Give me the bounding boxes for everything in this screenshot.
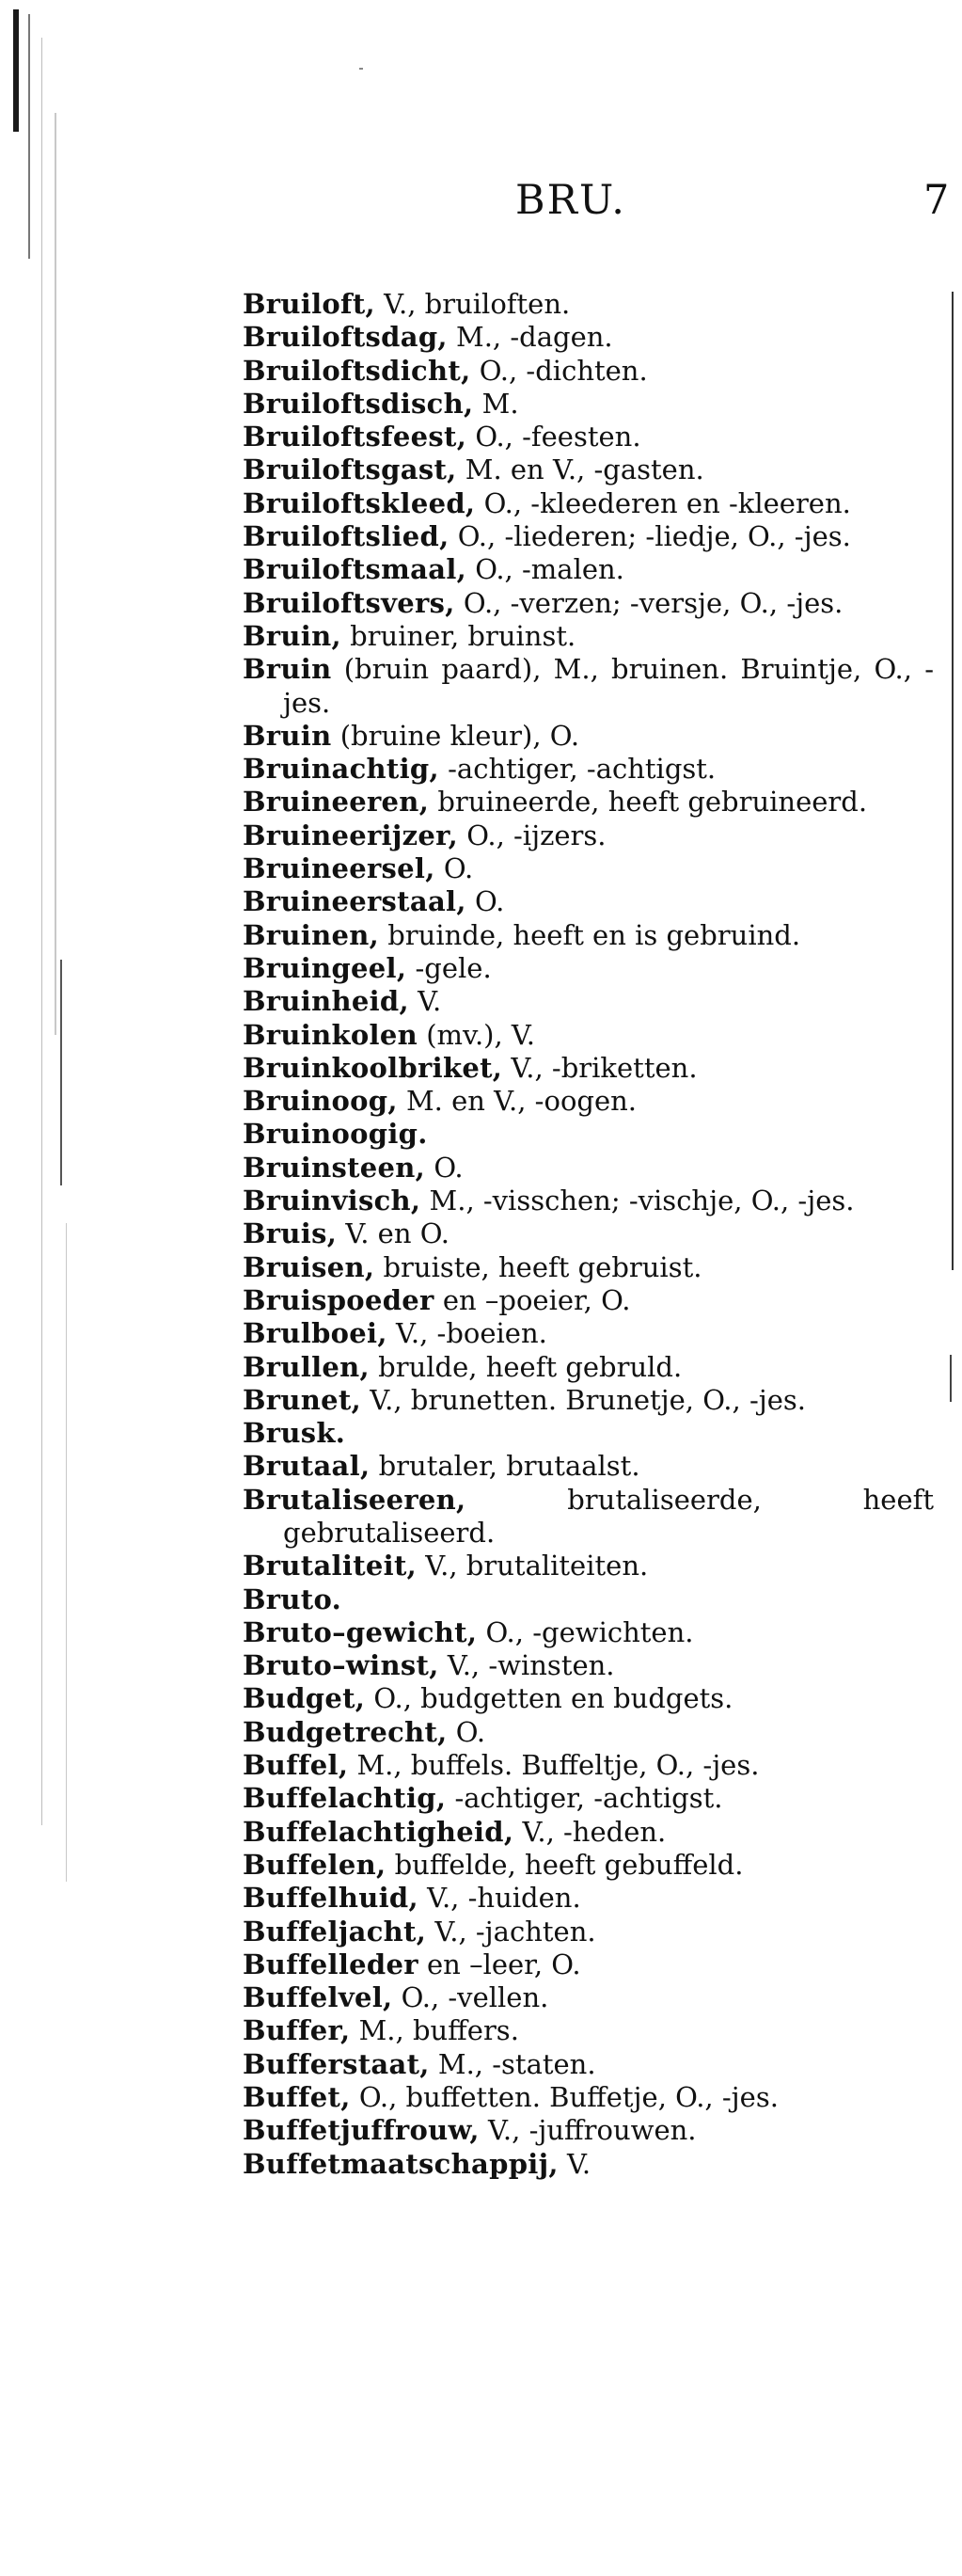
entry-definition: V. en O.: [345, 1217, 450, 1250]
entry-definition: M., -staten.: [437, 2047, 596, 2080]
dictionary-entry: [243, 1682, 934, 1715]
margin-rule: [950, 1355, 952, 1402]
entry-definition: O., -malen.: [475, 553, 624, 586]
dictionary-entry: [243, 1749, 934, 1782]
entry-definition: brutaler, brutaalst.: [378, 1450, 640, 1483]
dictionary-entry: [243, 1450, 934, 1483]
entry-definition: O., -gewichten.: [485, 1615, 694, 1648]
dictionary-entry: [243, 355, 934, 388]
dictionary-entry: [243, 985, 934, 1018]
entry-headword: Bruinkoolbriket,: [243, 1051, 503, 1084]
dictionary-entry: [243, 1981, 934, 2014]
entry-definition: O., -ijzers.: [466, 819, 607, 851]
entry-headword: Bruinsteen,: [243, 1151, 426, 1184]
entry-definition: bruiner, bruinst.: [350, 619, 576, 652]
dictionary-entry: [243, 1948, 934, 1981]
dictionary-entry: [243, 1849, 934, 1882]
dictionary-entry: [243, 1550, 934, 1582]
entry-definition: bruineerde, heeft gebruineerd.: [437, 786, 868, 819]
entry-definition: V.: [418, 985, 442, 1018]
entry-headword: Bruiloftskleed,: [243, 486, 476, 519]
dictionary-entry: [243, 1417, 934, 1450]
entry-headword: Brulboei,: [243, 1317, 387, 1350]
dictionary-entry: [243, 1019, 934, 1052]
dictionary-entry: [243, 321, 934, 354]
binding-mark: [66, 1223, 67, 1882]
entry-definition: M.: [481, 387, 519, 420]
margin-rule: [952, 292, 954, 1270]
dictionary-entry: [243, 1251, 934, 1284]
dictionary-entry: [243, 720, 934, 753]
dictionary-entry: [243, 1616, 934, 1649]
entry-definition: V., brutaliteiten.: [425, 1550, 649, 1582]
dictionary-entry: [243, 1317, 934, 1350]
dictionary-entry: [243, 1716, 934, 1749]
dictionary-entry: [243, 1816, 934, 1849]
binding-mark: [13, 9, 19, 132]
dictionary-entry: [243, 1152, 934, 1185]
entry-headword: Bruineerstaal,: [243, 885, 466, 918]
dictionary-entries: [243, 288, 934, 2181]
entry-definition: (mv.), V.: [426, 1018, 536, 1051]
dictionary-entry: [243, 1882, 934, 1915]
entry-headword: Bufferstaat,: [243, 2047, 430, 2080]
entry-headword: Bruto–gewicht,: [243, 1615, 478, 1648]
scan-speck: [359, 68, 363, 70]
entry-headword: Bruinen,: [243, 918, 380, 951]
entry-headword: Bruiloftsgast,: [243, 453, 457, 486]
entry-headword: Buffet,: [243, 2081, 351, 2114]
entry-headword: Bruin,: [243, 619, 341, 652]
page-header: [0, 177, 962, 224]
entry-definition: en –poeier, O.: [442, 1283, 631, 1316]
entry-definition: O., -feesten.: [475, 421, 641, 453]
dictionary-entry: [243, 421, 934, 453]
entry-definition: V., -heden.: [522, 1815, 667, 1848]
entry-headword: Buffel,: [243, 1749, 349, 1782]
dictionary-entry: [243, 520, 934, 553]
entry-headword: Bruiloftsdag,: [243, 321, 448, 354]
entry-definition: (bruin paard), M., bruinen. Bruintje, O., -jes.: [283, 653, 935, 719]
entry-definition: O., -verzen; -versje, O., -jes.: [463, 586, 844, 619]
dictionary-entry: [243, 753, 934, 786]
entry-headword: Bruiloftsmaal,: [243, 553, 467, 586]
dictionary-entry: [243, 1052, 934, 1085]
entry-definition: O., buffetten. Buffetje, O., -jes.: [358, 2081, 779, 2114]
dictionary-entry: [243, 819, 934, 852]
entry-definition: bruiste, heeft gebruist.: [383, 1250, 702, 1283]
entry-definition: buffelde, heeft gebuffeld.: [394, 1848, 744, 1881]
entry-headword: Buffer,: [243, 2014, 351, 2047]
entry-definition: brulde, heeft gebruld.: [378, 1350, 683, 1383]
entry-headword: Buffelhuid,: [243, 1882, 418, 1915]
entry-headword: Buffelen,: [243, 1848, 386, 1881]
dictionary-entry: [243, 1916, 934, 1948]
entry-definition: V., -juffrouwen.: [488, 2114, 697, 2147]
entry-headword: Brutaliteit,: [243, 1550, 418, 1582]
entry-headword: Buffelachtigheid,: [243, 1815, 514, 1848]
entry-headword: Brunet,: [243, 1383, 362, 1416]
entry-definition: en –leer, O.: [427, 1948, 581, 1980]
entry-headword: Bruiloftsfeest,: [243, 421, 467, 453]
entry-definition: V., bruiloften.: [384, 288, 571, 320]
entry-definition: O., -kleederen en -kleeren.: [483, 486, 851, 519]
entry-definition: M. en V., -oogen.: [405, 1085, 638, 1118]
dictionary-entry: [243, 1384, 934, 1417]
entry-headword: Bruin: [243, 653, 332, 686]
dictionary-entry: [243, 1185, 934, 1217]
entry-headword: Bruinkolen: [243, 1018, 418, 1051]
dictionary-entry: [243, 852, 934, 885]
entry-definition: -achtiger, -achtigst.: [454, 1782, 723, 1815]
entry-headword: Buffetmaatschappij,: [243, 2147, 559, 2180]
entry-headword: Brutaliseeren,: [243, 1483, 466, 1516]
dictionary-entry: [243, 1085, 934, 1118]
entry-headword: Bruinoog,: [243, 1085, 398, 1118]
entry-headword: Bruiloftsdisch,: [243, 387, 474, 420]
entry-definition: -gele.: [415, 951, 492, 984]
entry-headword: Bruto.: [243, 1582, 341, 1615]
entry-headword: Buffelachtig,: [243, 1782, 447, 1815]
entry-headword: Bruis,: [243, 1217, 338, 1250]
entry-headword: Buffeljacht,: [243, 1915, 427, 1948]
dictionary-entry: [243, 885, 934, 918]
entry-headword: Buffelvel,: [243, 1981, 393, 2014]
entry-definition: O., budgetten en budgets.: [373, 1682, 733, 1715]
dictionary-entry: [243, 952, 934, 985]
entry-definition: brutaliseerde, heeft gebrutaliseerd.: [283, 1483, 934, 1549]
entry-headword: Bruispoeder: [243, 1283, 434, 1316]
entry-headword: Budgetrecht,: [243, 1715, 448, 1748]
dictionary-entry: [243, 620, 934, 653]
entry-headword: Bruisen,: [243, 1250, 375, 1283]
entry-definition: O., -liederen; -liedje, O., -jes.: [457, 520, 851, 553]
dictionary-entry: [243, 653, 934, 720]
dictionary-entry: [243, 1284, 934, 1317]
entry-definition: M., buffels. Buffeltje, O., -jes.: [356, 1749, 760, 1782]
entry-headword: Bruinachtig,: [243, 753, 439, 786]
dictionary-entry: [243, 1649, 934, 1682]
entry-headword: Bruinvisch,: [243, 1185, 421, 1217]
scan-gutter: [0, 0, 132, 2576]
entry-headword: Bruiloftsvers,: [243, 586, 455, 619]
entry-headword: Bruineersel,: [243, 852, 435, 885]
entry-definition: O.: [455, 1715, 486, 1748]
entry-definition: V., -jachten.: [434, 1915, 596, 1948]
binding-mark: [60, 960, 62, 1185]
entry-headword: Bruiloft,: [243, 288, 375, 320]
entry-definition: V., -boeien.: [396, 1317, 547, 1350]
entry-definition: bruinde, heeft en is gebruind.: [387, 918, 801, 951]
entry-headword: Buffetjuffrouw,: [243, 2114, 480, 2147]
entry-headword: Bruineeren,: [243, 786, 430, 819]
entry-definition: O., -vellen.: [401, 1981, 549, 2014]
dictionary-entry: [243, 388, 934, 421]
entry-headword: Budget,: [243, 1682, 366, 1715]
entry-definition: V.: [567, 2147, 591, 2180]
dictionary-entry: [243, 553, 934, 586]
entry-definition: O.: [475, 885, 505, 918]
entry-headword: Bruiloftsdicht,: [243, 354, 471, 387]
entry-definition: M., -dagen.: [456, 321, 613, 354]
dictionary-entry: [243, 2081, 934, 2114]
page-number: 7: [923, 177, 950, 224]
dictionary-entry: [243, 919, 934, 952]
dictionary-entry: [243, 1782, 934, 1815]
entry-definition: V., brunetten. Brunetje, O., -jes.: [370, 1383, 807, 1416]
entry-headword: Brutaal,: [243, 1450, 371, 1483]
dictionary-entry: [243, 1583, 934, 1616]
entry-definition: M. en V., -gasten.: [465, 453, 704, 486]
dictionary-entry: [243, 487, 934, 520]
dictionary-entry: [243, 1217, 934, 1250]
entry-headword: Bruineerijzer,: [243, 819, 459, 851]
dictionary-entry: [243, 786, 934, 819]
binding-mark: [41, 38, 42, 1825]
entry-headword: Buffelleder: [243, 1948, 418, 1980]
entry-definition: V., -winsten.: [447, 1649, 615, 1682]
entry-headword: Bruingeel,: [243, 951, 407, 984]
dictionary-entry: [243, 1118, 934, 1151]
dictionary-entry: [243, 2148, 934, 2181]
entry-definition: V., -huiden.: [427, 1882, 581, 1915]
entry-headword: Bruin: [243, 719, 332, 752]
dictionary-entry: [243, 2048, 934, 2081]
entry-definition: O.: [434, 1151, 464, 1184]
dictionary-entry: [243, 587, 934, 620]
dictionary-entry: [243, 288, 934, 321]
entry-headword: Brusk.: [243, 1417, 346, 1450]
entry-definition: V., -briketten.: [511, 1051, 698, 1084]
entry-definition: O., -dichten.: [479, 354, 648, 387]
dictionary-entry: [243, 1351, 934, 1384]
entry-headword: Bruinoogig.: [243, 1118, 428, 1151]
entry-definition: M., buffers.: [358, 2014, 519, 2047]
dictionary-entry: [243, 2114, 934, 2147]
entry-headword: Bruto–winst,: [243, 1649, 439, 1682]
running-head: BRU.: [515, 177, 626, 224]
entry-headword: Brullen,: [243, 1350, 370, 1383]
dictionary-entry: [243, 1484, 934, 1550]
entry-definition: (bruine kleur), O.: [339, 719, 580, 752]
dictionary-entry: [243, 453, 934, 486]
dictionary-entry: [243, 2014, 934, 2047]
entry-headword: Bruinheid,: [243, 985, 409, 1018]
entry-definition: -achtiger, -achtigst.: [448, 753, 717, 786]
entry-definition: O.: [443, 852, 474, 885]
entry-definition: M., -visschen; -vischje, O., -jes.: [429, 1185, 855, 1217]
entry-headword: Bruiloftslied,: [243, 520, 449, 553]
binding-mark: [55, 113, 56, 1035]
